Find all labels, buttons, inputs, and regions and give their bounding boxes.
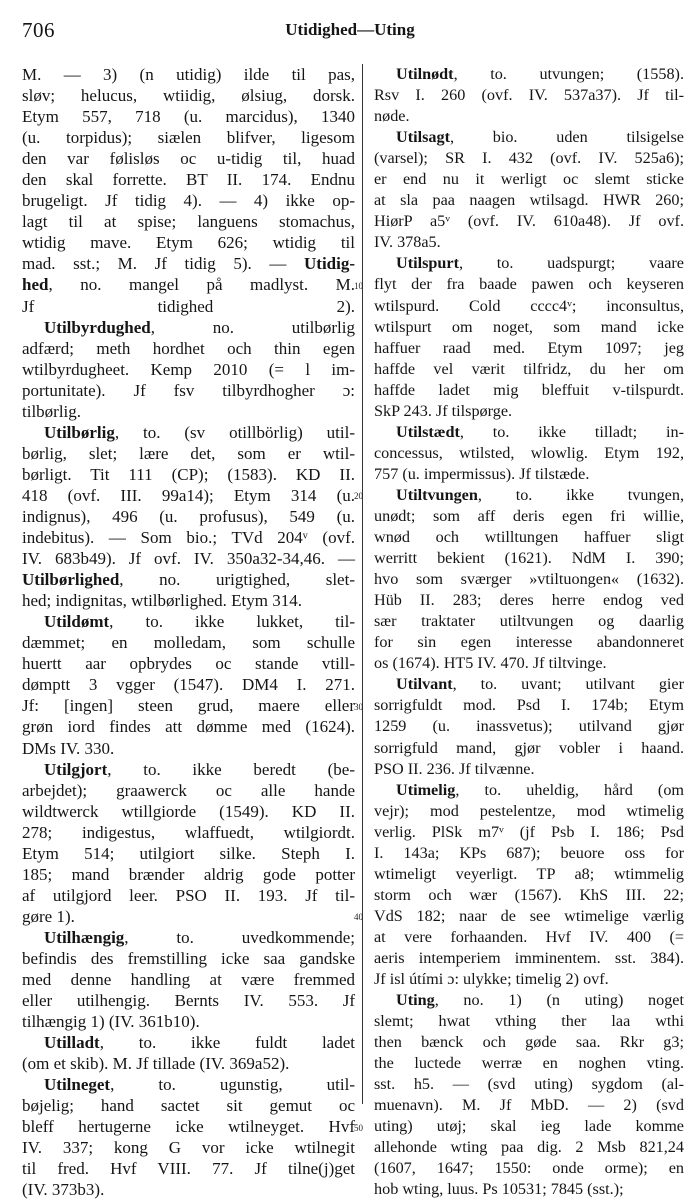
entry-headword: Utiltvungen (396, 485, 478, 504)
line-text: 1259 (u. inassvetus); utilvand gjør (374, 717, 684, 736)
line-text: werritt bekient (1621). NdM I. 390; (374, 549, 684, 568)
line-text: , no. urigtighed, slet- (119, 570, 355, 590)
text-line (22, 1179, 355, 1200)
text-line (22, 885, 355, 906)
text-line (22, 464, 355, 485)
text-line (374, 759, 684, 780)
text-line (374, 106, 684, 127)
line-text: , no. mangel på madlyst. M. (48, 275, 355, 295)
text-line (22, 1011, 355, 1032)
line-text: unødt; som aff deris egen fri willie, (374, 506, 684, 525)
line-text: Hüb II. 283; deres herre endog ved (374, 591, 684, 610)
text-line (22, 738, 355, 759)
line-text: til fred. Hvf VIII. 77. Jf tilne(j)get (22, 1159, 355, 1179)
line-text: haffde vel værit tilfridz, du her om (374, 359, 684, 378)
line-text: børligt. Tit 111 (CP); (1583). KD II. (22, 464, 355, 484)
text-line (22, 990, 355, 1011)
text-line (22, 1095, 355, 1116)
line-text: wtilspurd. Cold cccc4ᵛ; inconsultus, (374, 296, 684, 315)
text-line (374, 485, 684, 506)
line-text: 757 (u. impermissus). Jf tilstæde. (374, 464, 590, 483)
text-line (374, 232, 684, 253)
line-text: befindis des fremstilling icke saa gandske (22, 948, 355, 968)
line-number-10: 10 (354, 280, 363, 291)
text-line (22, 1158, 355, 1179)
line-text: dømptt 3 vgger (1547). DM4 I. 271. (22, 675, 355, 695)
line-text: den skal forrette. BT II. 174. Endnu (22, 170, 355, 190)
line-text: concessus, wtilsted, wlowlig. Etym 192, (374, 443, 684, 462)
text-line (374, 190, 684, 211)
text-line (22, 1032, 355, 1053)
text-line (374, 148, 684, 169)
page-header (22, 18, 678, 48)
text-line (22, 759, 355, 780)
text-line (22, 359, 355, 380)
line-text: DMs IV. 330. (22, 738, 115, 758)
text-line (374, 548, 684, 569)
line-text: , to. uvant; utilvant gier (452, 675, 684, 694)
line-text: wtilspurt om noget, som mand icke (374, 317, 684, 336)
text-line (22, 1053, 355, 1074)
text-line (374, 380, 684, 401)
text-line (374, 443, 684, 464)
line-text: M. — 3) (n utidig) ilde til pas, (22, 65, 355, 84)
text-line (22, 401, 355, 422)
text-line (374, 359, 684, 380)
text-line (374, 464, 684, 485)
line-text: er end nu it werligt oc slemt sticke (374, 170, 684, 189)
text-line (374, 1053, 684, 1074)
text-line (22, 232, 355, 253)
line-text: , to. uheldig, hård (om (455, 780, 684, 799)
text-line (374, 422, 684, 443)
line-text: , no. utilbørlig (150, 317, 355, 337)
entry-headword: Utilstædt (396, 422, 460, 441)
entry-headword: Utimelig (396, 780, 456, 799)
text-line (22, 527, 355, 548)
line-text: lagt til at spise; languens stomachus, (22, 212, 355, 232)
line-text: wtimeligt veyerligt. TP a8; wtimmelig (374, 864, 684, 883)
text-line (374, 253, 684, 274)
line-text: haffuer raad med. Etym 1097; jeg (374, 338, 684, 357)
text-line (374, 611, 684, 632)
text-line (374, 822, 684, 843)
line-text: (1607, 1647; 1550: onde orme); en (374, 1159, 684, 1178)
text-line (22, 1116, 355, 1137)
text-line (374, 1032, 684, 1053)
text-line (374, 274, 684, 295)
line-text: nøde. (374, 107, 410, 126)
line-text: sorrigfuldt mod. Psd I. 174b; Etym (374, 696, 684, 715)
text-line (22, 948, 355, 969)
text-line (22, 716, 355, 737)
line-text: wnød och wtilltungen haffuer sligt (374, 528, 684, 547)
text-line (22, 190, 355, 211)
line-text: , to. ikke beredt (be- (107, 759, 355, 779)
text-line (374, 527, 684, 548)
text-line (374, 1095, 684, 1116)
line-text: IV. 337; kong G vor icke wtilnegit (22, 1138, 355, 1158)
text-line (374, 632, 684, 653)
line-text: at vere forhaanden. Hvf IV. 400 (= (374, 927, 684, 946)
line-text: flyt der fra baade pawen och keyseren (374, 275, 684, 294)
line-text: , to. ikke tvungen, (477, 485, 684, 504)
line-text: uting) utøj; skal ieg lade komme (374, 1117, 684, 1136)
text-line (374, 127, 684, 148)
text-line (374, 927, 684, 948)
entry-headword: Utildømt (44, 612, 110, 632)
line-text: , to. uadspurgt; vaare (458, 254, 684, 273)
line-text: børlig, slet; lære det, som er wtil- (22, 443, 355, 463)
entry-headword: hed (22, 275, 49, 295)
line-text: allehonde wting paa dig. 2 Msb 821,24 (374, 1138, 684, 1157)
text-line (374, 780, 684, 801)
text-line (22, 780, 355, 801)
right-column (374, 64, 684, 1201)
left-column (22, 64, 355, 1201)
line-text: 418 (ovf. III. 99a14); Etym 314 (u. (22, 485, 355, 505)
line-text: wtidig mave. Etym 626; wtidig til (22, 233, 355, 253)
line-text: os (1674). HT5 IV. 470. Jf tiltvinge. (374, 654, 607, 673)
text-line (22, 674, 355, 695)
entry-headword: Utilsagt (396, 128, 450, 147)
line-text: , bio. uden tilsigelse (449, 128, 684, 147)
text-line (22, 1137, 355, 1158)
text-line (374, 801, 684, 822)
text-line (22, 695, 355, 716)
line-text: for sin egen interesse abandonneret (374, 633, 684, 652)
column-divider (362, 64, 363, 1104)
text-line (22, 253, 355, 274)
text-line (22, 548, 355, 569)
text-line (22, 127, 355, 148)
text-line (374, 211, 684, 232)
entry-headword: Uting (396, 991, 435, 1010)
line-text: SkP 243. Jf tilspørge. (374, 401, 513, 420)
text-line (22, 211, 355, 232)
line-text: bøjelig; hand sactet sit gemut oc (22, 1096, 355, 1116)
text-line (374, 338, 684, 359)
text-line (374, 738, 684, 759)
text-line (374, 1137, 684, 1158)
text-line (374, 506, 684, 527)
page-number: 706 (22, 18, 55, 42)
text-line (22, 85, 355, 106)
line-text: arbejdet); graawerck oc alle hande (22, 780, 355, 800)
text-line (374, 843, 684, 864)
text-line (374, 906, 684, 927)
line-text: then bænck och gøde saa. Rkr g3; (374, 1033, 684, 1052)
text-line (374, 590, 684, 611)
line-text: hvo som sværger »vtiltuongen« (1632). (374, 570, 684, 589)
text-line (22, 653, 355, 674)
text-line (22, 317, 355, 338)
entry-headword: Utilhængig (44, 927, 125, 947)
line-text: dæmmet; en molledam, som schulle (22, 633, 355, 653)
text-line (374, 169, 684, 190)
text-line (22, 822, 355, 843)
line-text: IV. 378a5. (374, 233, 441, 252)
entry-headword: Utilgjort (44, 759, 108, 779)
line-text: , no. 1) (n uting) noget (434, 991, 684, 1010)
entry-headword: Utilbyrdughed (44, 317, 151, 337)
text-line (374, 317, 684, 338)
text-line (374, 64, 684, 85)
running-head: Utidighed—Uting (285, 20, 415, 39)
line-text: brugeligt. Jf tidig 4). — 4) ikke op- (22, 191, 355, 211)
line-text: den var følisløs oc u-tidig til, huad (22, 149, 355, 169)
text-line (374, 969, 684, 990)
text-line (22, 338, 355, 359)
line-text: bleff hertugerne icke wtilneyget. Hvf (22, 1117, 355, 1137)
line-text: (IV. 373b3). (22, 1180, 105, 1200)
line-text: sorrigfuld mand, gjør vobler i haand. (374, 738, 684, 757)
line-text: I. 143a; KPs 687); beuore oss for (374, 843, 684, 862)
text-line (374, 674, 684, 695)
entry-headword: Utilbørlig (44, 422, 115, 442)
line-text: Jf: [ingen] steen grud, maere eller (22, 696, 355, 716)
entry-headword: Utilladt (44, 1033, 100, 1053)
line-text: verlig. PlSk m7ᵛ (jf Psb I. 186; Psd (374, 822, 684, 841)
line-text: VdS 182; naar de see wtimelige værlig (374, 906, 684, 925)
entry-headword: Utilneget (44, 1075, 111, 1095)
text-line (374, 695, 684, 716)
line-text: 278; indigestus, wlaffuedt, wtilgiordt. (22, 822, 355, 842)
text-line (22, 843, 355, 864)
line-text: Jf tidighed 2). (22, 296, 355, 316)
text-line (374, 653, 684, 674)
line-text: (varsel); SR I. 432 (ovf. IV. 525a6); (374, 149, 684, 168)
line-text: , to. ikke tilladt; in- (459, 422, 684, 441)
text-line (22, 906, 355, 927)
text-line (22, 64, 355, 85)
line-text: muenavn). M. Jf MbD. — 2) (svd (374, 1096, 684, 1115)
text-line (374, 716, 684, 737)
line-text: HiørP a5ᵛ (ovf. IV. 610a48). Jf ovf. (374, 212, 684, 231)
line-text: , to. uvedkommende; (124, 927, 355, 947)
line-text: med denne handling at være fremmed (22, 970, 355, 990)
text-line (374, 296, 684, 317)
text-line (22, 801, 355, 822)
text-line (374, 1179, 684, 1200)
text-line (374, 1011, 684, 1032)
line-text: , to. ikke fuldt ladet (99, 1033, 355, 1053)
text-line (22, 422, 355, 443)
line-text: tilbørlig. (22, 401, 82, 421)
line-text: sær traktater utiltvungen og daarlig (374, 612, 684, 631)
text-line (22, 148, 355, 169)
line-text: PSO II. 236. Jf tilvænne. (374, 759, 535, 778)
text-line (22, 590, 355, 611)
line-text: huertt aar opbrydes oc stande vtill- (22, 654, 355, 674)
line-text: IV. 683b49). Jf ovf. IV. 350a32-34,46. — (22, 549, 355, 569)
line-text: , to. (sv otillbörlig) util- (114, 422, 355, 442)
line-text: at sla paa naagen wtilsagd. HWR 260; (374, 191, 684, 210)
line-text: adfærd; meth hordhet och thin egen (22, 338, 355, 358)
text-line (22, 632, 355, 653)
text-line (374, 864, 684, 885)
text-line (22, 443, 355, 464)
text-line (374, 885, 684, 906)
text-line (374, 1158, 684, 1179)
line-text: the luctede werræ en noghen vting. (374, 1054, 684, 1073)
text-line (22, 106, 355, 127)
line-text: sst. h5. — (svd uting) sygdom (al- (374, 1075, 684, 1094)
line-text: mad. sst.; M. Jf tidig 5). — (22, 254, 304, 274)
line-text: Etym 557, 718 (u. marcidus), 1340 (22, 107, 355, 127)
line-text: , to. ugunstig, util- (110, 1075, 355, 1095)
entry-headword: Utidig- (304, 254, 355, 274)
text-line (22, 1074, 355, 1095)
text-line (22, 927, 355, 948)
line-text: gøre 1). (22, 906, 75, 926)
line-text: wildtwerck wtillgiorde (1549). KD II. (22, 801, 355, 821)
line-text: 185; mand brænder aldrig gode potter (22, 864, 355, 884)
text-line (22, 506, 355, 527)
line-text: tilhængig 1) (IV. 361b10). (22, 1012, 200, 1032)
text-line (374, 401, 684, 422)
line-text: Etym 514; utilgiort silke. Steph I. (22, 843, 355, 863)
line-number-40: 40 (354, 912, 363, 922)
text-line (22, 380, 355, 401)
line-number-50: 50 (354, 1122, 363, 1133)
entry-headword: Utilbørlighed (22, 570, 120, 590)
text-line (22, 274, 355, 295)
line-text: slemt; hwat vthing ther laa wthi (374, 1012, 684, 1031)
line-text: haffde ladet mig bleffuit v-tilspurdt. (374, 380, 684, 399)
line-text: sløv; helucus, wtiidig, ølsiug, dorsk. (22, 86, 355, 106)
line-text: af utilgjord leer. PSO II. 193. Jf til- (22, 885, 355, 905)
line-text: portunitate). Jf fsv tilbyrdhogher ɔ: (22, 380, 355, 400)
line-text: vejr); mod pestelentze, mod wtimelig (374, 801, 684, 820)
line-text: Rsv I. 260 (ovf. IV. 537a37). Jf til- (374, 86, 684, 105)
text-line (374, 1116, 684, 1137)
line-text: (u. torpidus); siælen blifver, ligesom (22, 128, 355, 148)
text-line (374, 569, 684, 590)
line-text: Jf isl útími ɔ: ulykke; timelig 2) ovf. (374, 970, 609, 989)
text-line (374, 1074, 684, 1095)
entry-headword: Utilnødt (396, 65, 454, 83)
line-text: indignus), 496 (u. profusus), 549 (u. (22, 506, 355, 526)
entry-headword: Utilspurt (396, 254, 459, 273)
line-text: (om et skib). M. Jf tillade (IV. 369a52). (22, 1054, 290, 1074)
line-number-30: 30 (354, 701, 363, 712)
line-text: , to. ikke lukket, til- (109, 612, 355, 632)
text-line (22, 569, 355, 590)
line-text: aeris intemperiem imminentem. sst. 384). (374, 948, 684, 967)
text-line (22, 611, 355, 632)
text-line (22, 296, 355, 317)
line-text: indebitus). — Som bio.; TVd 204ᵛ (ovf. (22, 528, 355, 548)
line-text: hed; indignitas, wtilbørlighed. Etym 314. (22, 591, 303, 611)
line-text: hob wting, luus. Ps 10531; 7845 (sst.); (374, 1180, 624, 1199)
text-line (22, 864, 355, 885)
line-text: storm och wær (1567). KhS III. 22; (374, 885, 684, 904)
line-text: wtilbyrdugheet. Kemp 2010 (= l im- (22, 359, 355, 379)
line-number-20: 20 (354, 491, 363, 501)
text-line (374, 85, 684, 106)
text-line (22, 169, 355, 190)
line-text: grøn iord findes att dømme med (1624). (22, 717, 355, 737)
text-line (22, 485, 355, 506)
text-line (22, 969, 355, 990)
line-text: , to. utvungen; (1558). (453, 65, 684, 83)
entry-headword: Utilvant (396, 675, 453, 694)
line-text: eller utilhengig. Bernts IV. 553. Jf (22, 991, 355, 1011)
text-line (374, 990, 684, 1011)
text-line (374, 948, 684, 969)
